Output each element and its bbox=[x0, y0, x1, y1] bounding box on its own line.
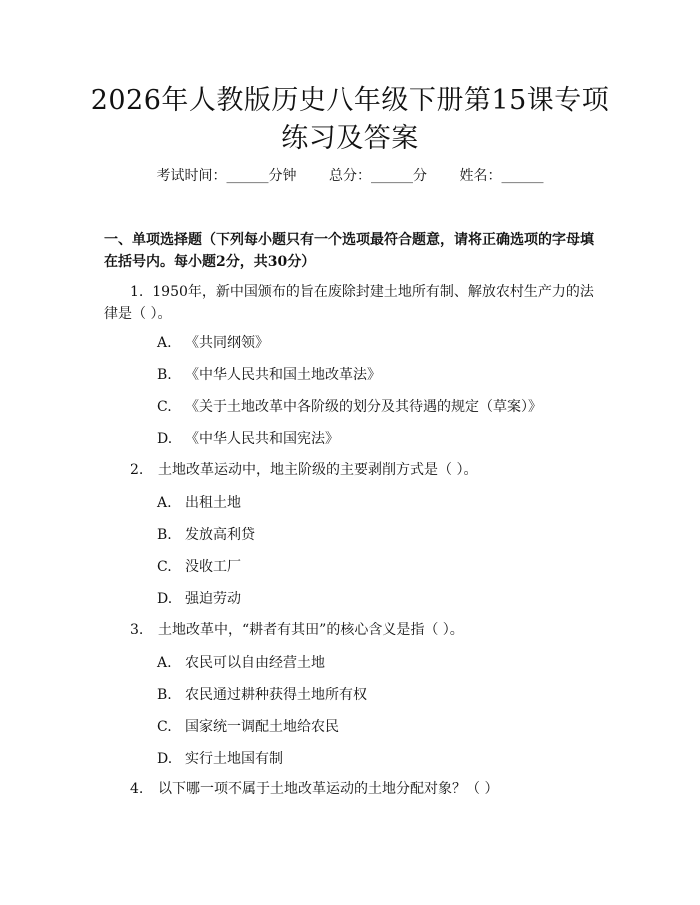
student-name-label: 姓名：______ bbox=[459, 168, 544, 184]
option bbox=[157, 653, 325, 673]
option-text: 实行土地国有制 bbox=[185, 751, 283, 767]
question-text: 以下哪一项不属于土地改革运动的土地分配对象？（ ） bbox=[158, 781, 499, 797]
option-text: 出租土地 bbox=[185, 495, 241, 511]
question-3 bbox=[130, 619, 600, 641]
option-letter: D. bbox=[157, 751, 173, 767]
question-number: 1. bbox=[130, 284, 144, 300]
option-letter: C. bbox=[157, 559, 172, 575]
option bbox=[157, 685, 367, 705]
exam-meta bbox=[0, 166, 700, 186]
option bbox=[157, 365, 381, 385]
option-text: 农民可以自由经营土地 bbox=[185, 655, 325, 671]
question-text: 土地改革中，“耕者有其田”的核心含义是指（ ）。 bbox=[158, 622, 464, 638]
option-letter: B. bbox=[157, 367, 172, 383]
option-text: 《中华人民共和国宪法》 bbox=[185, 431, 339, 447]
question-text: 土地改革运动中，地主阶级的主要剥削方式是（ ）。 bbox=[158, 462, 478, 478]
option-letter: A. bbox=[157, 335, 172, 351]
option-text: 发放高利贷 bbox=[185, 527, 255, 543]
option-letter: B. bbox=[157, 687, 172, 703]
option-text: 《共同纲领》 bbox=[185, 335, 269, 351]
option-text: 农民通过耕种获得土地所有权 bbox=[185, 687, 367, 703]
option-letter: C. bbox=[157, 719, 172, 735]
question-number: 4. bbox=[130, 781, 144, 797]
option bbox=[157, 589, 241, 609]
total-score-label: 总分：______分 bbox=[329, 168, 427, 184]
option bbox=[157, 429, 339, 449]
option bbox=[157, 397, 542, 417]
question-4 bbox=[130, 778, 600, 800]
option-letter: A. bbox=[157, 495, 172, 511]
question-2 bbox=[130, 459, 600, 481]
option-letter: A. bbox=[157, 655, 172, 671]
page-title: 2026年人教版历史八年级下册第15课专项练习及答案 bbox=[90, 85, 610, 154]
option bbox=[157, 333, 269, 353]
question-number: 2. bbox=[130, 462, 144, 478]
option-letter: D. bbox=[157, 591, 173, 607]
exam-time-label: 考试时间：______分钟 bbox=[156, 168, 297, 184]
option-letter: C. bbox=[157, 399, 172, 415]
option bbox=[157, 493, 241, 513]
option bbox=[157, 557, 241, 577]
section-heading: 一、单项选择题（下列每小题只有一个选项最符合题意，请将正确选项的字母填在括号内。每小题2分，共30分） bbox=[104, 232, 594, 270]
option bbox=[157, 749, 283, 769]
option-text: 没收工厂 bbox=[185, 559, 241, 575]
option bbox=[157, 525, 255, 545]
option-text: 《中华人民共和国土地改革法》 bbox=[185, 367, 381, 383]
question-number: 3. bbox=[130, 622, 144, 638]
option-text: 强迫劳动 bbox=[185, 591, 241, 607]
option-letter: D. bbox=[157, 431, 173, 447]
option-text: 《关于土地改革中各阶级的划分及其待遇的规定（草案）》 bbox=[185, 399, 542, 415]
option bbox=[157, 717, 339, 737]
question-text: 1950年，新中国颁布的旨在废除封建土地所有制、解放农村生产力的法律是（ ）。 bbox=[104, 284, 594, 322]
option-letter: B. bbox=[157, 527, 172, 543]
question-1 bbox=[104, 281, 598, 325]
option-text: 国家统一调配土地给农民 bbox=[185, 719, 339, 735]
